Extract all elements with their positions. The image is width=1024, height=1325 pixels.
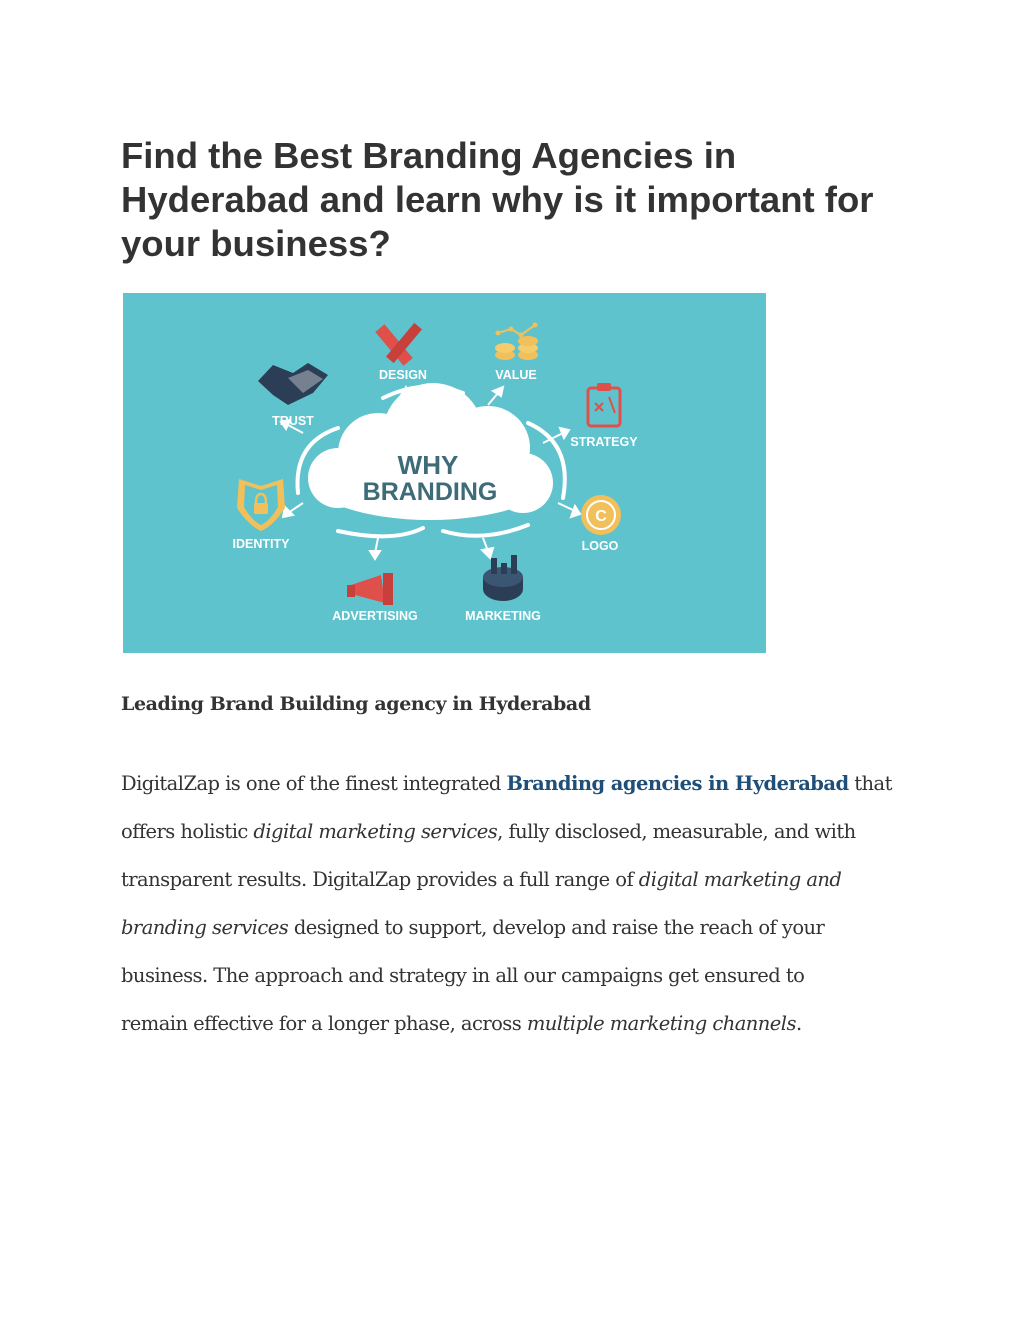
body-emphasis: digital marketing services — [253, 820, 498, 843]
body-emphasis: multiple marketing channels — [526, 1012, 796, 1035]
body-emphasis: digital marketing and — [638, 868, 842, 891]
body-emphasis: branding services — [121, 916, 289, 939]
body-text: remain effective for a longer phase, across — [121, 1012, 527, 1035]
label-trust: TRUST — [272, 414, 314, 428]
branding-agencies-link[interactable]: Branding agencies in Hyderabad — [506, 772, 849, 795]
label-identity: IDENTITY — [232, 537, 290, 551]
label-strategy: STRATEGY — [570, 435, 638, 449]
clipboard-strategy-icon — [588, 383, 620, 426]
section-subheading: Leading Brand Building agency in Hyderabad — [121, 693, 591, 715]
body-text: DigitalZap is one of the finest integrated — [121, 772, 507, 795]
cloud-text-why: WHY — [397, 450, 459, 480]
body-text: offers holistic — [121, 820, 254, 843]
copyright-badge-icon — [581, 495, 621, 535]
body-line-3 — [121, 856, 911, 904]
body-line-2 — [121, 808, 911, 856]
label-value: VALUE — [495, 368, 537, 382]
body-line-5: business. The approach and strategy in all our campaigns get ensured to — [121, 964, 805, 987]
cloud-text-branding: BRANDING — [362, 478, 498, 506]
why-branding-illustration — [123, 293, 766, 653]
body-line-1 — [121, 760, 911, 808]
title-line-2: Hyderabad and learn why is it important for — [121, 179, 874, 220]
body-line-4 — [121, 904, 911, 952]
body-line-6 — [121, 1000, 911, 1048]
label-marketing: MARKETING — [465, 609, 541, 623]
pie-chart-icon — [483, 555, 523, 601]
body-paragraph — [121, 760, 911, 1048]
svg-text:C: C — [595, 508, 607, 525]
body-text: . — [795, 1012, 802, 1035]
megaphone-icon — [347, 573, 393, 605]
label-logo: LOGO — [581, 539, 619, 553]
why-branding-image — [123, 293, 766, 653]
handshake-icon — [258, 363, 328, 405]
body-text: , fully disclosed, measurable, and with — [497, 820, 856, 843]
page-title — [121, 134, 921, 266]
body-text: that — [848, 772, 892, 795]
body-text: transparent results. DigitalZap provides a full range of — [121, 868, 639, 891]
label-advertising: ADVERTISING — [332, 609, 418, 623]
title-line-3: your business? — [121, 223, 391, 264]
shield-lock-icon — [237, 479, 285, 531]
body-text: designed to support, develop and raise the reach of your — [288, 916, 825, 939]
coins-chart-icon — [495, 323, 538, 361]
pencil-ruler-icon — [375, 323, 422, 366]
label-design: DESIGN — [379, 368, 427, 382]
title-line-1: Find the Best Branding Agencies in — [121, 135, 737, 176]
